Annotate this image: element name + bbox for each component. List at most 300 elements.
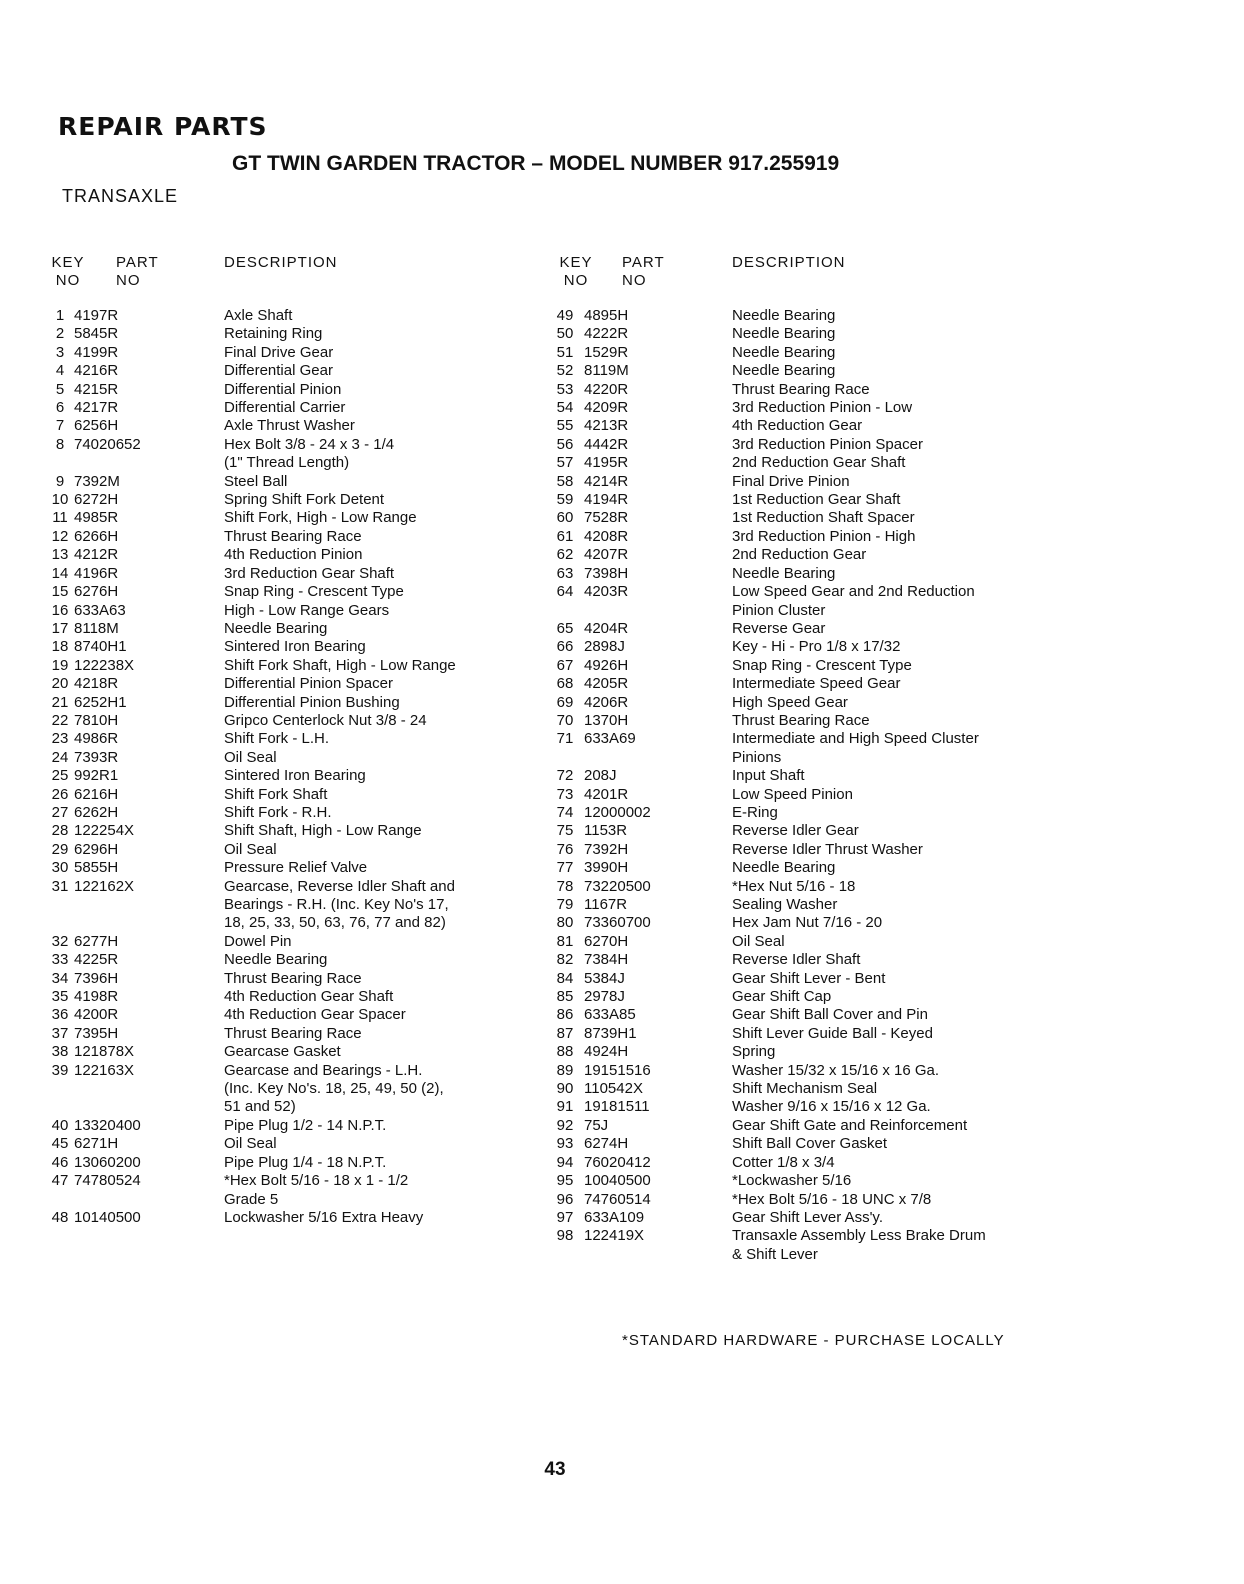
parts-row [46, 657, 524, 675]
description: 3rd Reduction Pinion - High [732, 527, 916, 545]
description: Gear Shift Cap [732, 988, 832, 1006]
part-no: 4926H [584, 656, 629, 674]
part-no [584, 1246, 732, 1264]
description: Oil Seal [224, 840, 277, 858]
key-no: 63 [556, 564, 574, 582]
part-no: 633A85 [584, 1006, 636, 1024]
parts-row [546, 1154, 1032, 1172]
key-no: 97 [556, 1208, 574, 1226]
description: Pipe Plug 1/4 - 18 N.P.T. [224, 1153, 387, 1171]
description: 4th Reduction Gear Spacer [224, 1006, 406, 1024]
description: Gear Shift Lever - Bent [732, 969, 886, 987]
part-no: 2978J [584, 988, 625, 1006]
description: Oil Seal [224, 748, 277, 766]
parts-row [546, 878, 1032, 896]
part-no: 4220R [584, 380, 629, 398]
key-no: 60 [556, 509, 574, 527]
part-no: 4986R [74, 730, 119, 748]
parts-row [46, 546, 524, 564]
description: Needle Bearing [732, 362, 836, 380]
description: Axle Shaft [224, 307, 293, 324]
parts-row [46, 565, 524, 583]
description: Shift Fork Shaft [224, 785, 328, 803]
key-no: 52 [556, 362, 574, 380]
parts-row [46, 988, 524, 1006]
key-no: 47 [51, 1172, 69, 1190]
description: Spring Shift Fork Detent [224, 491, 385, 509]
part-no: 4197R [74, 307, 119, 324]
description: Reverse Gear [732, 619, 826, 637]
parts-row [546, 417, 1032, 435]
key-no: 45 [51, 1135, 69, 1153]
part-no: 73220500 [584, 877, 651, 895]
parts-row [46, 399, 524, 417]
key-no [546, 1246, 584, 1264]
parts-row [546, 1117, 1032, 1135]
description: 4th Reduction Gear Shaft [224, 988, 394, 1006]
key-no: 66 [556, 638, 574, 656]
parts-row [46, 804, 524, 822]
description: Input Shaft [732, 767, 805, 785]
key-no: 25 [51, 767, 69, 785]
description: Retaining Ring [224, 325, 323, 343]
part-no: 13060200 [74, 1153, 141, 1171]
parts-row [46, 381, 524, 399]
key-no: 49 [556, 307, 574, 324]
parts-row [46, 767, 524, 785]
description: Shift Fork - L.H. [224, 730, 330, 748]
part-no: 4206R [584, 693, 629, 711]
part-no: 6271H [74, 1135, 119, 1153]
key-no [546, 602, 584, 620]
parts-row [546, 1062, 1032, 1080]
key-no: 5 [55, 380, 65, 398]
parts-row [546, 1098, 1032, 1116]
part-no: 1370H [584, 711, 629, 729]
part-no: 4985R [74, 509, 119, 527]
part-no: 4222R [584, 325, 629, 343]
key-no: 80 [556, 914, 574, 932]
parts-row [46, 675, 524, 693]
parts-row [46, 509, 524, 527]
parts-row [46, 583, 524, 601]
part-no: 8740H1 [74, 638, 127, 656]
key-no: 35 [51, 988, 69, 1006]
part-no: 2898J [584, 638, 625, 656]
key-no: 17 [51, 619, 69, 637]
key-no: 23 [51, 730, 69, 748]
description: Needle Bearing [732, 859, 836, 877]
parts-row [546, 565, 1032, 583]
key-no: 56 [556, 435, 574, 453]
standard-hardware-footnote: *STANDARD HARDWARE - PURCHASE LOCALLY [622, 1332, 1005, 1349]
parts-row [546, 1006, 1032, 1024]
part-no: 7528R [584, 509, 629, 527]
parts-row [546, 859, 1032, 877]
part-no: 8119M [584, 362, 629, 380]
parts-row [546, 1209, 1032, 1227]
description: 4th Reduction Gear [732, 417, 863, 435]
parts-row [46, 730, 524, 748]
description: Washer 9/16 x 15/16 x 12 Ga. [732, 1098, 931, 1116]
description: Gear Shift Ball Cover and Pin [732, 1006, 928, 1024]
description: Differential Pinion [224, 380, 342, 398]
part-no: 4213R [584, 417, 629, 435]
part-no: 7393R [74, 748, 119, 766]
parts-row [546, 970, 1032, 988]
key-no: 85 [556, 988, 574, 1006]
key-no: 27 [51, 803, 69, 821]
description: Gear Shift Gate and Reinforcement [732, 1116, 968, 1134]
key-no: 69 [556, 693, 574, 711]
key-no: 55 [556, 417, 574, 435]
parts-row [546, 730, 1032, 748]
description: Axle Thrust Washer [224, 417, 355, 435]
parts-row [546, 657, 1032, 675]
key-no: 14 [51, 564, 69, 582]
parts-row [46, 1172, 524, 1190]
parts-row [46, 1025, 524, 1043]
key-no: 70 [556, 711, 574, 729]
part-no: 5845R [74, 325, 119, 343]
description: *Hex Bolt 5/16 - 18 UNC x 7/8 [732, 1190, 932, 1208]
key-no: 82 [556, 951, 574, 969]
description: 1st Reduction Shaft Spacer [732, 509, 915, 527]
description: High - Low Range Gears [224, 601, 390, 619]
key-no: 96 [556, 1190, 574, 1208]
section-title: TRANSAXLE [62, 186, 179, 206]
description: 3rd Reduction Pinion - Low [732, 399, 913, 417]
part-no: 4198R [74, 988, 119, 1006]
part-no: 4195R [584, 454, 629, 472]
description: Reverse Idler Thrust Washer [732, 840, 923, 858]
parts-row [546, 1135, 1032, 1153]
left-key-no-header: KEY NO [51, 254, 85, 289]
key-no: 15 [51, 583, 69, 601]
key-no: 7 [55, 417, 65, 435]
description: (1" Thread Length) [224, 454, 350, 472]
description: 3rd Reduction Gear Shaft [224, 564, 395, 582]
parts-row [46, 638, 524, 656]
key-no: 4 [55, 362, 65, 380]
description: Reverse Idler Shaft [732, 951, 861, 969]
parts-row [46, 1135, 524, 1153]
parts-row [46, 602, 524, 620]
description: & Shift Lever [732, 1245, 818, 1263]
description: Spring [732, 1043, 776, 1061]
description: Dowel Pin [224, 932, 292, 950]
description: Needle Bearing [732, 307, 836, 324]
description: Final Drive Gear [224, 343, 334, 361]
description: E-Ring [732, 803, 778, 821]
description: Pinions [732, 748, 782, 766]
description: Washer 15/32 x 15/16 x 16 Ga. [732, 1061, 940, 1079]
description: Oil Seal [224, 1135, 277, 1153]
parts-row [46, 307, 524, 325]
key-no: 9 [55, 472, 65, 490]
description: Thrust Bearing Race [224, 527, 362, 545]
part-no: 7384H [584, 951, 629, 969]
key-no: 65 [556, 619, 574, 637]
parts-row [46, 822, 524, 840]
description: Needle Bearing [224, 619, 328, 637]
description: Needle Bearing [732, 564, 836, 582]
parts-row [46, 491, 524, 509]
parts-row [46, 1098, 524, 1116]
right-key-no-header: KEY NO [559, 254, 593, 289]
parts-row [46, 362, 524, 380]
part-no: 1153R [584, 822, 628, 840]
part-no [584, 602, 732, 620]
parts-row [546, 786, 1032, 804]
description: Thrust Bearing Race [732, 711, 870, 729]
part-no [74, 454, 224, 472]
description: 1st Reduction Gear Shaft [732, 491, 901, 509]
part-no: 4203R [584, 583, 629, 601]
part-no: 4208R [584, 527, 629, 545]
description: Sintered Iron Bearing [224, 638, 366, 656]
parts-row [46, 749, 524, 767]
part-no: 121878X [74, 1043, 135, 1061]
key-no: 29 [51, 840, 69, 858]
key-no: 46 [51, 1153, 69, 1171]
part-no: 19181511 [584, 1098, 650, 1116]
description: Gripco Centerlock Nut 3/8 - 24 [224, 711, 427, 729]
description: Thrust Bearing Race [224, 969, 362, 987]
parts-row [46, 1006, 524, 1024]
key-no: 26 [51, 785, 69, 803]
description: Pipe Plug 1/2 - 14 N.P.T. [224, 1116, 387, 1134]
parts-row [46, 712, 524, 730]
description: Shift Fork - R.H. [224, 803, 332, 821]
parts-row [46, 970, 524, 988]
description: *Hex Nut 5/16 - 18 [732, 877, 856, 895]
repair-parts-heading: REPAIR PARTS [58, 112, 268, 141]
parts-row [46, 951, 524, 969]
parts-row [46, 914, 524, 932]
key-no [46, 896, 74, 914]
part-no: 4201R [584, 785, 629, 803]
parts-row [46, 1154, 524, 1172]
part-no: 4209R [584, 399, 629, 417]
description: 2nd Reduction Gear Shaft [732, 454, 906, 472]
description: Key - Hi - Pro 1/8 x 17/32 [732, 638, 901, 656]
key-no: 48 [51, 1208, 69, 1226]
parts-row [546, 933, 1032, 951]
part-no: 13320400 [74, 1116, 141, 1134]
parts-row [46, 454, 524, 472]
key-no: 22 [51, 711, 69, 729]
parts-row [546, 749, 1032, 767]
description: *Lockwasher 5/16 [732, 1172, 852, 1190]
parts-row [546, 767, 1032, 785]
key-no: 18 [51, 638, 69, 656]
description: Low Speed Pinion [732, 785, 853, 803]
description: Cotter 1/8 x 3/4 [732, 1153, 835, 1171]
parts-row [546, 1191, 1032, 1209]
part-no [74, 1098, 224, 1116]
part-no: 4205R [584, 675, 629, 693]
description: Pressure Relief Valve [224, 859, 368, 877]
part-no: 10040500 [584, 1172, 651, 1190]
key-no: 6 [55, 399, 65, 417]
key-no: 11 [52, 509, 68, 527]
part-no: 6270H [584, 932, 629, 950]
part-no: 4442R [584, 435, 629, 453]
key-no: 64 [556, 583, 574, 601]
key-no: 59 [556, 491, 574, 509]
parts-row [546, 509, 1032, 527]
part-no: 7396H [74, 969, 119, 987]
part-no [584, 749, 732, 767]
parts-row [546, 694, 1032, 712]
description: Low Speed Gear and 2nd Reduction [732, 583, 975, 601]
key-no: 71 [556, 730, 574, 748]
part-no: 4194R [584, 491, 629, 509]
part-no [74, 914, 224, 932]
description: *Hex Bolt 5/16 - 18 x 1 - 1/2 [224, 1172, 409, 1190]
part-no: 4216R [74, 362, 119, 380]
description: Final Drive Pinion [732, 472, 850, 490]
part-no: 122254X [74, 822, 135, 840]
part-no: 76020412 [584, 1153, 651, 1171]
parts-row [46, 1191, 524, 1209]
part-no: 122238X [74, 656, 135, 674]
key-no: 74 [556, 803, 574, 821]
key-no: 67 [556, 656, 574, 674]
key-no: 37 [51, 1024, 69, 1042]
key-no: 38 [51, 1043, 69, 1061]
part-no: 12000002 [584, 803, 651, 821]
key-no [46, 1080, 74, 1098]
part-no [74, 1191, 224, 1209]
part-no: 6256H [74, 417, 119, 435]
key-no: 3 [55, 343, 65, 361]
key-no: 61 [556, 527, 574, 545]
parts-row [546, 399, 1032, 417]
key-no: 84 [556, 969, 574, 987]
part-no [74, 896, 224, 914]
parts-row [46, 344, 524, 362]
parts-row [546, 822, 1032, 840]
description: 2nd Reduction Gear [732, 546, 867, 564]
right-part-no-header: PART NO [622, 254, 665, 289]
part-no: 6252H1 [74, 693, 127, 711]
parts-row [546, 528, 1032, 546]
key-no: 40 [51, 1116, 69, 1134]
key-no: 50 [556, 325, 574, 343]
part-no: 122163X [74, 1061, 135, 1079]
description: Lockwasher 5/16 Extra Heavy [224, 1208, 424, 1226]
parts-row [546, 675, 1032, 693]
part-no: 74760514 [584, 1190, 651, 1208]
key-no: 89 [556, 1061, 574, 1079]
right-parts-table [546, 307, 1032, 1264]
parts-row [46, 1080, 524, 1098]
description: Shift Ball Cover Gasket [732, 1135, 888, 1153]
parts-row [546, 1025, 1032, 1043]
parts-row [546, 1227, 1032, 1245]
parts-row [546, 712, 1032, 730]
key-no: 24 [51, 748, 69, 766]
description: Needle Bearing [732, 325, 836, 343]
parts-row [546, 454, 1032, 472]
part-no: 4895H [584, 307, 629, 324]
parts-row [546, 1080, 1032, 1098]
key-no: 20 [51, 675, 69, 693]
part-no: 5855H [74, 859, 119, 877]
parts-row [46, 786, 524, 804]
part-no: 5384J [584, 969, 625, 987]
part-no: 74020652 [74, 435, 141, 453]
part-no: 10140500 [74, 1208, 141, 1226]
parts-row [546, 546, 1032, 564]
key-no: 92 [556, 1116, 574, 1134]
part-no: 1167R [584, 896, 628, 913]
description: Gearcase, Reverse Idler Shaft and [224, 877, 455, 895]
parts-row [46, 473, 524, 491]
parts-row [546, 951, 1032, 969]
key-no: 81 [556, 932, 574, 950]
part-no: 1529R [584, 343, 629, 361]
parts-row [546, 362, 1032, 380]
parts-row [546, 583, 1032, 601]
part-no: 19151516 [584, 1061, 651, 1079]
description: Shift Fork Shaft, High - Low Range [224, 656, 456, 674]
description: Differential Gear [224, 362, 333, 380]
description: Reverse Idler Gear [732, 822, 859, 840]
part-no: 4207R [584, 546, 629, 564]
key-no: 57 [556, 454, 574, 472]
part-no: 6274H [584, 1135, 629, 1153]
description: 4th Reduction Pinion [224, 546, 363, 564]
key-no: 19 [51, 656, 69, 674]
part-no: 8739H1 [584, 1024, 637, 1042]
key-no: 95 [556, 1172, 574, 1190]
key-no: 31 [51, 877, 69, 895]
key-no: 88 [556, 1043, 574, 1061]
parts-row [546, 638, 1032, 656]
parts-row [546, 914, 1032, 932]
parts-row [546, 436, 1032, 454]
description: Hex Bolt 3/8 - 24 x 3 - 1/4 [224, 435, 395, 453]
parts-row [46, 1117, 524, 1135]
parts-row [546, 602, 1032, 620]
key-no: 91 [556, 1098, 574, 1116]
left-parts-table [46, 307, 524, 1227]
key-no: 28 [51, 822, 69, 840]
part-no: 4199R [74, 343, 119, 361]
part-no: 7392H [584, 840, 629, 858]
left-part-no-header: PART NO [116, 254, 159, 289]
description: Thrust Bearing Race [224, 1024, 362, 1042]
part-no: 4217R [74, 399, 119, 417]
description: Needle Bearing [732, 343, 836, 361]
key-no [46, 1191, 74, 1209]
part-no: 7395H [74, 1024, 119, 1042]
description: Snap Ring - Crescent Type [224, 583, 404, 601]
parts-row [546, 620, 1032, 638]
description: Shift Mechanism Seal [732, 1080, 878, 1098]
description: Intermediate and High Speed Cluster [732, 730, 979, 748]
page-number: 43 [544, 1459, 566, 1480]
key-no [46, 454, 74, 472]
key-no: 34 [51, 969, 69, 987]
part-no: 4200R [74, 1006, 119, 1024]
description: Needle Bearing [224, 951, 328, 969]
key-no: 54 [556, 399, 574, 417]
part-no: 4196R [74, 564, 119, 582]
